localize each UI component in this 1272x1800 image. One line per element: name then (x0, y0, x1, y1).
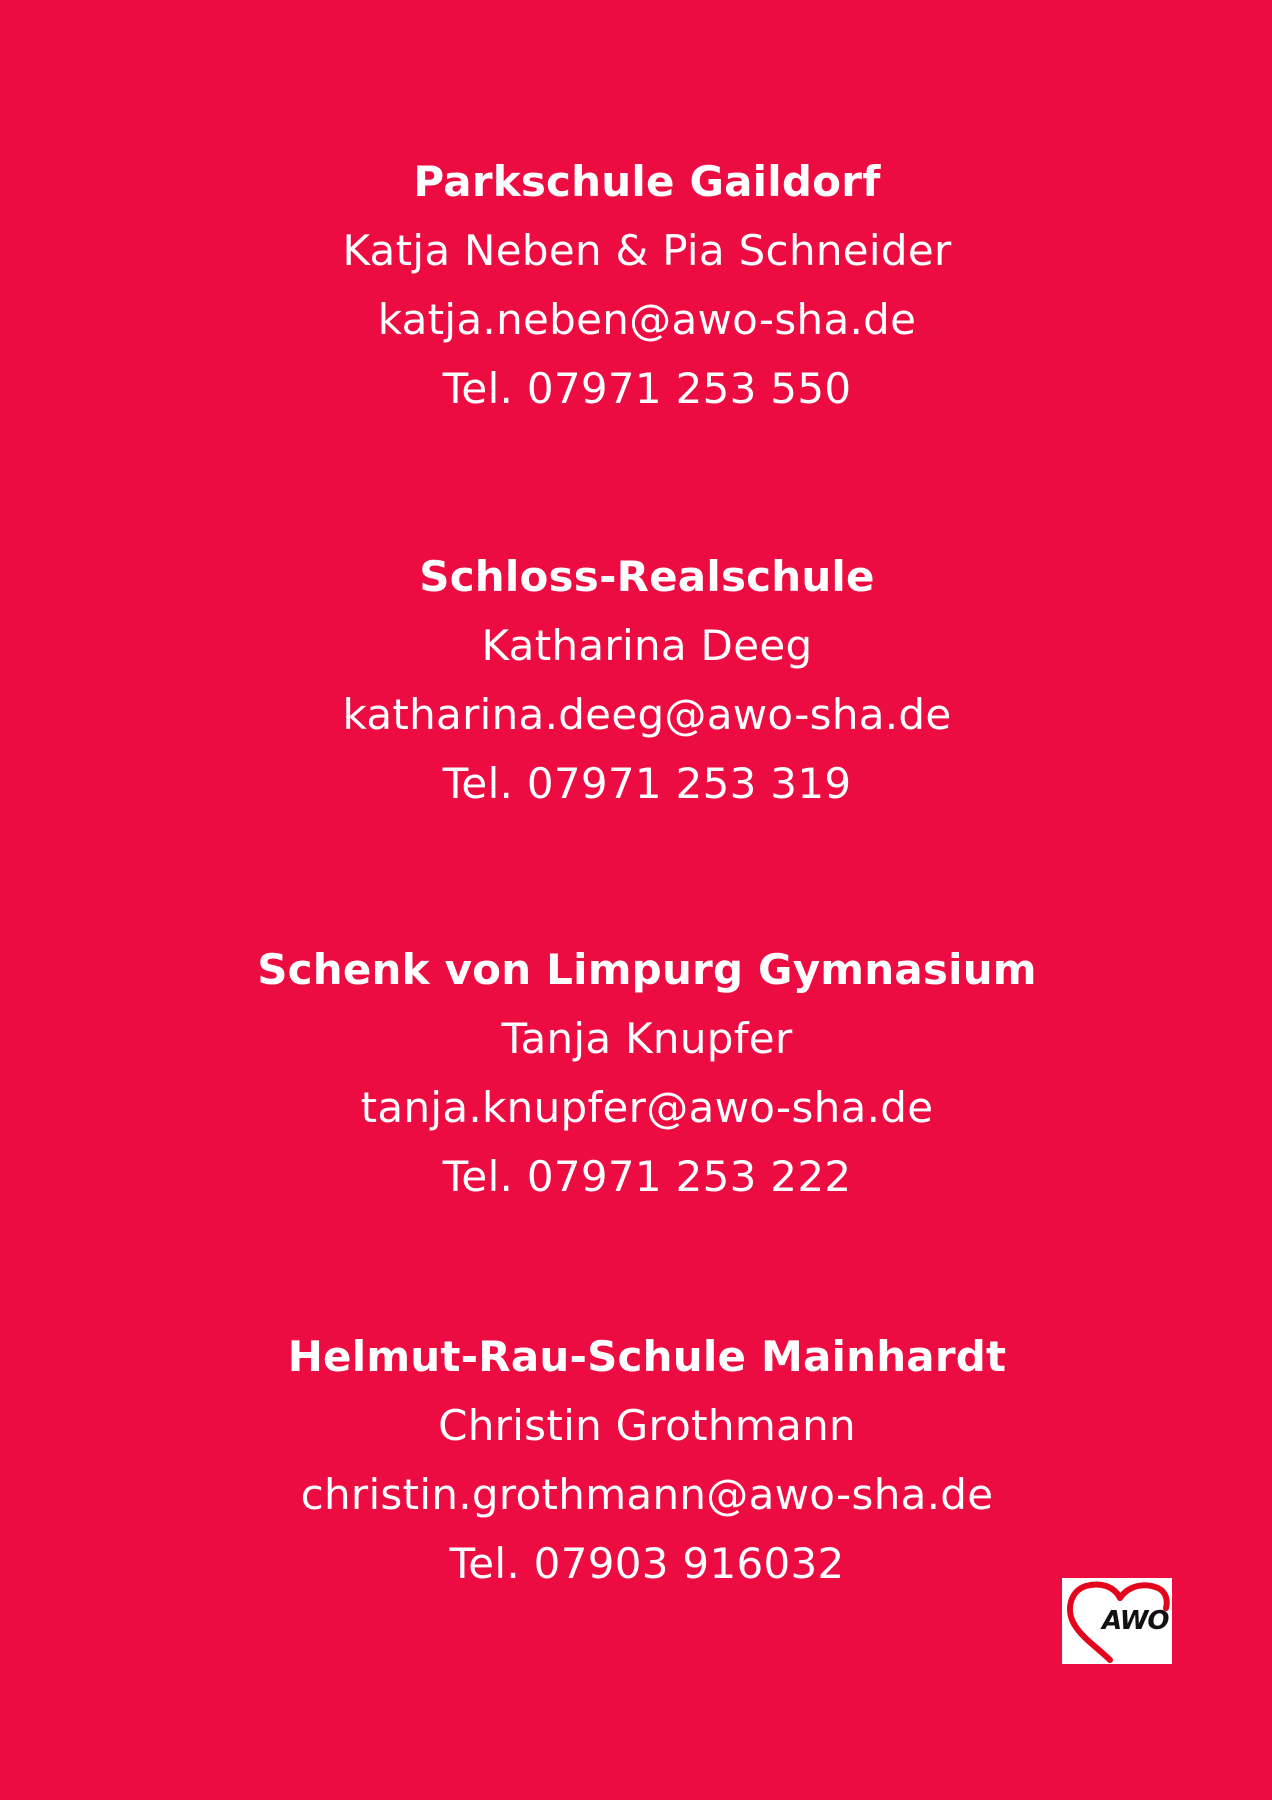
contact-block-schloss-realschule (0, 542, 1272, 818)
contact-phone: Tel. 07971 253 222 (442, 1152, 852, 1201)
school-name: Schenk von Limpurg Gymnasium (257, 945, 1037, 994)
contact-block-parkschule (0, 147, 1272, 423)
contact-phone: Tel. 07903 916032 (449, 1539, 845, 1588)
school-name: Schloss-Realschule (419, 552, 875, 601)
contact-person: Katharina Deeg (481, 621, 813, 670)
school-name: Parkschule Gaildorf (413, 157, 881, 206)
contact-block-helmut-rau-schule (0, 1322, 1272, 1598)
contact-person: Christin Grothmann (438, 1401, 856, 1450)
contact-block-limpurg-gymnasium (0, 935, 1272, 1211)
school-name: Helmut-Rau-Schule Mainhardt (287, 1332, 1007, 1381)
contact-email-link[interactable]: katja.neben@awo-sha.de (377, 295, 917, 344)
logo-text: AWO (1102, 1606, 1169, 1636)
contact-person: Tanja Knupfer (501, 1014, 793, 1063)
awo-logo (1062, 1578, 1172, 1664)
contact-phone: Tel. 07971 253 319 (442, 759, 852, 808)
contact-email-link[interactable]: tanja.knupfer@awo-sha.de (360, 1083, 934, 1132)
contact-person: Katja Neben & Pia Schneider (342, 226, 952, 275)
contact-phone: Tel. 07971 253 550 (442, 364, 852, 413)
contact-email-link[interactable]: katharina.deeg@awo-sha.de (342, 690, 952, 739)
contact-email-link[interactable]: christin.grothmann@awo-sha.de (300, 1470, 994, 1519)
